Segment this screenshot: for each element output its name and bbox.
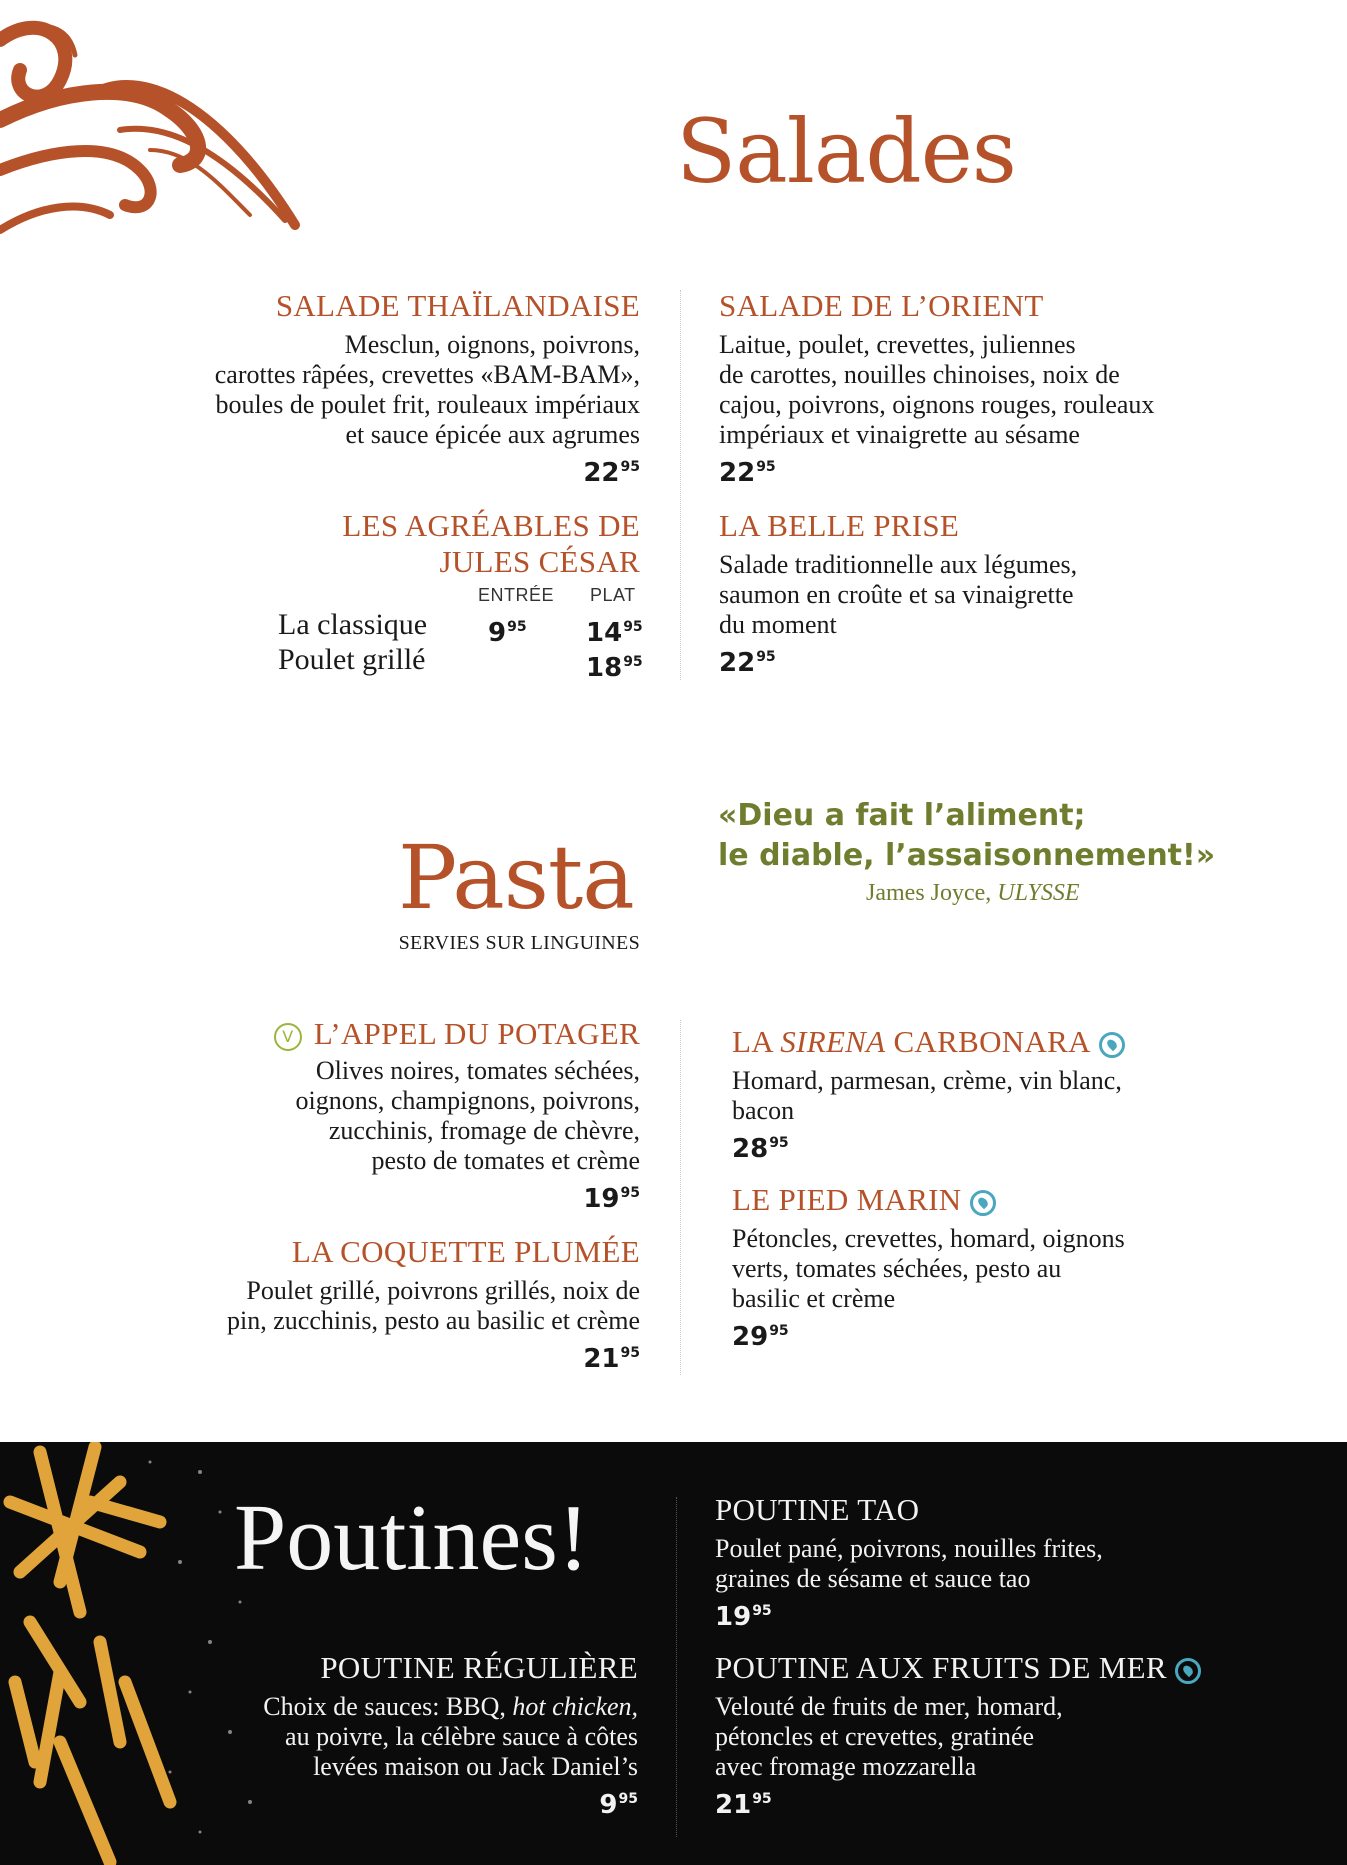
item-description <box>732 1066 1272 1126</box>
item-description <box>715 1534 1275 1594</box>
item-price: $19^{95}$ <box>583 1184 640 1214</box>
desc-line: Velouté de fruits de mer, homard, <box>715 1692 1063 1721</box>
leaf-icon: V <box>274 1023 302 1051</box>
menu-item-pied-marin <box>732 1182 1272 1352</box>
item-price: $9^{95}$ <box>599 1790 638 1820</box>
map-pin-icon <box>1099 1032 1125 1058</box>
column-header-entree: ENTRÉE <box>478 585 555 605</box>
price-plat: $18^{95}$ <box>586 653 643 683</box>
item-description <box>100 1276 640 1336</box>
item-name: POUTINE TAO <box>715 1492 920 1527</box>
section-title-pasta: Pasta <box>398 826 634 929</box>
desc-line: avec fromage mozzarella <box>715 1752 977 1781</box>
menu-item-sirena-carbonara <box>732 1024 1272 1164</box>
desc-line: cajou, poivrons, oignons rouges, rouleaux <box>719 390 1155 419</box>
price-entree: $9^{95}$ <box>488 618 527 648</box>
item-price: $21^{95}$ <box>583 1344 640 1374</box>
item-description <box>150 1056 640 1176</box>
desc-line: pin, zucchinis, pesto au basilic et crème <box>227 1306 640 1335</box>
column-divider <box>676 1497 677 1837</box>
section-title-salades: Salades <box>676 100 1016 203</box>
desc-line: oignons, champignons, poivrons, <box>295 1086 640 1115</box>
item-price: $19^{95}$ <box>715 1602 772 1632</box>
desc-line: Homard, parmesan, crème, vin blanc, <box>732 1066 1122 1095</box>
item-description <box>732 1224 1272 1314</box>
desc-line: et sauce épicée aux agrumes <box>345 420 640 449</box>
menu-item-poutine-reguliere <box>150 1650 638 1820</box>
cesar-row-classique <box>278 610 427 640</box>
quote-author: James Joyce, ULYSSE <box>866 880 1080 906</box>
menu-item-coquette-plumee <box>100 1234 640 1374</box>
desc-line: pesto de tomates et crème <box>371 1146 640 1175</box>
section-title-poutines: Poutines! <box>234 1486 590 1590</box>
column-header-plat: PLAT <box>590 585 636 605</box>
menu-item-appel-potager <box>150 1016 640 1214</box>
item-price: $29^{95}$ <box>732 1322 789 1352</box>
menu-item-poutine-fruits-de-mer <box>715 1650 1315 1820</box>
desc-line: verts, tomates séchées, pesto au <box>732 1254 1062 1283</box>
desc-line: impériaux et vinaigrette au sésame <box>719 420 1080 449</box>
item-name: LA BELLE PRISE <box>719 508 960 543</box>
item-name-line: LES AGRÉABLES DE <box>342 508 640 543</box>
item-description <box>719 330 1259 450</box>
row-label: La classique <box>278 608 428 641</box>
desc-line: carottes râpées, crevettes «BAM-BAM», <box>214 360 640 389</box>
row-label: Poulet grillé <box>278 643 426 676</box>
desc-line: du moment <box>719 610 837 639</box>
desc-line: graines de sésame et sauce tao <box>715 1564 1031 1593</box>
item-price: $21^{95}$ <box>715 1790 772 1820</box>
map-pin-icon <box>970 1190 996 1216</box>
desc-line: pétoncles et crevettes, gratinée <box>715 1722 1035 1751</box>
desc-line: Choix de sauces: BBQ, hot chicken, <box>263 1692 638 1721</box>
menu-item-jules-cesar <box>200 508 640 580</box>
quote-line: «Dieu a fait l’aliment; <box>718 798 1086 833</box>
desc-line: basilic et crème <box>732 1284 896 1313</box>
desc-line: Salade traditionnelle aux légumes, <box>719 550 1078 579</box>
desc-line: Olives noires, tomates séchées, <box>315 1056 640 1085</box>
item-price: $22^{95}$ <box>583 458 640 488</box>
desc-line: Mesclun, oignons, poivrons, <box>344 330 640 359</box>
desc-line: Poulet pané, poivrons, nouilles frites, <box>715 1534 1103 1563</box>
item-name: POUTINE RÉGULIÈRE <box>320 1650 638 1685</box>
item-name: POUTINE AUX FRUITS DE MER <box>715 1650 1315 1686</box>
item-name <box>200 508 640 580</box>
ornament-icon <box>0 0 310 270</box>
desc-line: bacon <box>732 1096 795 1125</box>
pasta-subtitle: SERVIES SUR LINGUINES <box>398 932 640 954</box>
menu-item-poutine-tao <box>715 1492 1275 1632</box>
desc-line: au poivre, la célèbre sauce à côtes <box>285 1722 638 1751</box>
menu-item-belle-prise <box>719 508 1259 678</box>
desc-line: Laitue, poulet, crevettes, juliennes <box>719 330 1076 359</box>
desc-line: Poulet grillé, poivrons grillés, noix de <box>246 1276 640 1305</box>
item-description <box>715 1692 1315 1782</box>
desc-line: Pétoncles, crevettes, homard, oignons <box>732 1224 1125 1253</box>
map-pin-icon <box>1175 1658 1201 1684</box>
item-description <box>100 330 640 450</box>
item-name: V L’APPEL DU POTAGER <box>150 1016 640 1052</box>
desc-line: levées maison ou Jack Daniel’s <box>313 1752 638 1781</box>
column-divider <box>680 290 681 680</box>
item-description <box>719 550 1259 640</box>
desc-line: boules de poulet frit, rouleaux impériaux <box>215 390 640 419</box>
item-price: $28^{95}$ <box>732 1134 789 1164</box>
price-plat: $14^{95}$ <box>586 618 643 648</box>
item-name: SALADE DE L’ORIENT <box>719 288 1044 323</box>
desc-line: zucchinis, fromage de chèvre, <box>328 1116 640 1145</box>
quote-line: le diable, l’assaisonnement!» <box>718 838 1216 873</box>
desc-line: de carottes, nouilles chinoises, noix de <box>719 360 1120 389</box>
menu-item-salade-thailandaise <box>100 288 640 488</box>
cesar-row-poulet <box>278 645 425 675</box>
item-description <box>150 1692 638 1782</box>
item-name-line: JULES CÉSAR <box>439 544 640 579</box>
menu-item-salade-orient <box>719 288 1259 488</box>
item-name: SALADE THAÏLANDAISE <box>275 288 640 323</box>
poutines-section <box>0 1442 1347 1865</box>
item-price: $22^{95}$ <box>719 648 776 678</box>
item-price: $22^{95}$ <box>719 458 776 488</box>
column-divider <box>680 1020 681 1375</box>
desc-line: saumon en croûte et sa vinaigrette <box>719 580 1074 609</box>
item-name: LE PIED MARIN <box>732 1182 1272 1218</box>
item-name: LA COQUETTE PLUMÉE <box>291 1234 640 1269</box>
quote <box>718 796 1278 907</box>
item-name: LA SIRENA CARBONARA <box>732 1024 1272 1060</box>
